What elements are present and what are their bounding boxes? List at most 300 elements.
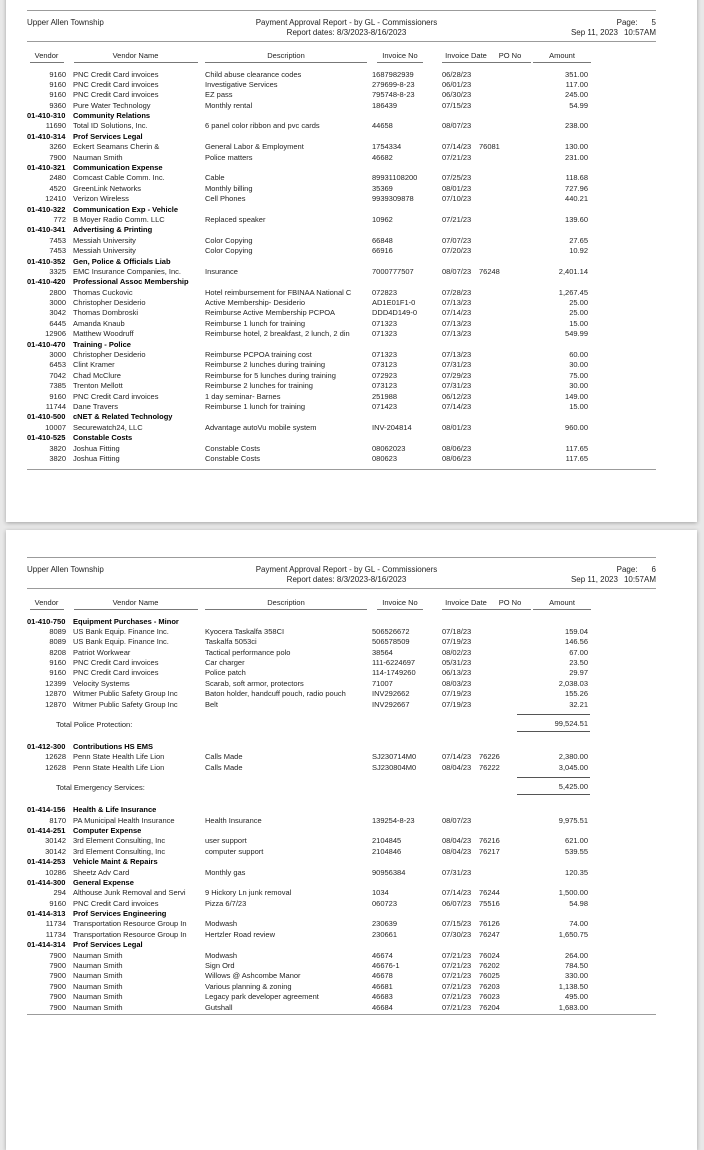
table-row bbox=[27, 350, 656, 360]
vendor-cell: 294 bbox=[53, 888, 66, 898]
amount-cell: 1,683.00 bbox=[558, 1002, 588, 1012]
invoice-date-cell: 07/29/23 bbox=[442, 370, 472, 380]
column-header-vendor-name bbox=[66, 598, 205, 610]
section-code: 01-410-750 bbox=[27, 616, 66, 626]
po-no-cell: 76217 bbox=[479, 846, 500, 856]
report-title: Payment Approval Report - by GL - Commissioners bbox=[255, 565, 438, 574]
table-row bbox=[27, 360, 656, 370]
amount-cell: 264.00 bbox=[565, 950, 588, 960]
vendor-name-cell: Christopher Desiderio bbox=[73, 350, 146, 360]
amount-cell: 25.00 bbox=[569, 308, 588, 318]
page-label: Page: bbox=[616, 18, 638, 27]
po-no-cell bbox=[479, 392, 517, 402]
invoice-no-cell: 230661 bbox=[372, 929, 398, 939]
section-code: 01-414-251 bbox=[27, 825, 66, 835]
description-cell: Reimburse 1 lunch for training bbox=[205, 318, 306, 328]
section-row bbox=[27, 617, 656, 627]
section-row bbox=[27, 940, 656, 950]
po-no-cell bbox=[479, 700, 517, 710]
column-header-label: Description bbox=[205, 51, 367, 63]
section-code: 01-414-253 bbox=[27, 857, 66, 867]
vendor-name-cell: US Bank Equip. Finance Inc. bbox=[73, 626, 169, 636]
invoice-no-cell: 186439 bbox=[372, 100, 398, 110]
vendor-name-cell: Securewatch24, LLC bbox=[73, 422, 143, 432]
po-no-cell bbox=[479, 637, 517, 647]
vendor-name-cell: Messiah University bbox=[73, 235, 136, 245]
vendor-cell: 6445 bbox=[49, 318, 66, 328]
invoice-no-cell: 35369 bbox=[372, 183, 393, 193]
vendor-name-cell: Transportation Resource Group In bbox=[73, 929, 187, 939]
table-row bbox=[27, 288, 656, 298]
column-header-po-no bbox=[479, 598, 522, 610]
amount-cell: 25.00 bbox=[569, 298, 588, 308]
section-name: Health & Life Insurance bbox=[73, 805, 157, 815]
po-no-cell bbox=[479, 153, 517, 163]
table-row bbox=[27, 888, 656, 898]
township-name: Upper Allen Township bbox=[27, 18, 104, 27]
vendor-cell: 12628 bbox=[45, 762, 66, 772]
vendor-name-cell: Christopher Desiderio bbox=[73, 298, 146, 308]
table-row bbox=[27, 121, 656, 131]
invoice-date-cell: 07/30/23 bbox=[442, 929, 472, 939]
invoice-no-cell: 66916 bbox=[372, 246, 393, 256]
description-cell: Kyocera Taskalfa 358CI bbox=[205, 626, 285, 636]
invoice-no-cell: 2104846 bbox=[372, 846, 402, 856]
table-row bbox=[27, 215, 656, 225]
section-row bbox=[27, 412, 656, 422]
section-code: 01-414-156 bbox=[27, 805, 66, 815]
vendor-name-cell: PNC Credit Card invoices bbox=[73, 79, 159, 89]
invoice-no-cell: 506526672 bbox=[372, 626, 410, 636]
header-bottom-rule bbox=[27, 41, 656, 42]
description-cell: Reimburse Active Membership PCPOA bbox=[205, 308, 336, 318]
invoice-date-cell: 08/06/23 bbox=[442, 453, 472, 463]
invoice-date-cell: 07/19/23 bbox=[442, 689, 472, 699]
printed-datetime bbox=[496, 575, 656, 585]
section-row bbox=[27, 857, 656, 867]
section-code: 01-410-500 bbox=[27, 412, 66, 422]
section-row bbox=[27, 163, 656, 173]
vendor-cell: 8089 bbox=[49, 626, 66, 636]
invoice-date-cell: 06/01/23 bbox=[442, 79, 472, 89]
vendor-cell: 6453 bbox=[49, 360, 66, 370]
vendor-name-cell: Amanda Knaub bbox=[73, 318, 125, 328]
table-row bbox=[27, 153, 656, 163]
invoice-no-cell: 89931108200 bbox=[372, 173, 418, 183]
section-name: Prof Services Legal bbox=[73, 131, 143, 141]
po-no-cell bbox=[479, 816, 517, 826]
section-code: 01-410-341 bbox=[27, 225, 66, 235]
vendor-cell: 2800 bbox=[49, 287, 66, 297]
invoice-date-cell: 07/18/23 bbox=[442, 626, 472, 636]
vendor-cell: 7453 bbox=[49, 235, 66, 245]
vendor-name-cell: GreenLink Networks bbox=[73, 183, 141, 193]
po-no-cell bbox=[479, 402, 517, 412]
section-name: Advertising & Printing bbox=[73, 225, 153, 235]
column-header-label: Vendor bbox=[30, 51, 64, 63]
vendor-cell: 9160 bbox=[49, 658, 66, 668]
vendor-name-cell: Trenton Mellott bbox=[73, 381, 123, 391]
page-number: 6 bbox=[651, 565, 656, 574]
vendor-name-cell: Witmer Public Safety Group Inc bbox=[73, 699, 178, 709]
vendor-cell: 8089 bbox=[49, 637, 66, 647]
description-cell: Cell Phones bbox=[205, 194, 246, 204]
section-row bbox=[27, 225, 656, 235]
table-body bbox=[27, 617, 656, 1014]
invoice-date-cell: 08/01/23 bbox=[442, 183, 472, 193]
section-code: 01-410-352 bbox=[27, 256, 66, 266]
report-title-block bbox=[197, 565, 496, 585]
table-row bbox=[27, 329, 656, 339]
amount-cell: 3,045.00 bbox=[558, 762, 588, 772]
amount-cell: 32.21 bbox=[569, 699, 588, 709]
column-header-vendor bbox=[27, 51, 66, 63]
vendor-cell: 12399 bbox=[45, 678, 66, 688]
po-no-cell bbox=[479, 381, 517, 391]
column-header-invoice-date bbox=[442, 598, 487, 610]
amount-cell: 74.00 bbox=[569, 919, 588, 929]
invoice-date-cell: 07/13/23 bbox=[442, 298, 472, 308]
po-no-cell bbox=[479, 658, 517, 668]
table-row bbox=[27, 752, 656, 762]
po-no-cell: 76081 bbox=[479, 142, 500, 152]
invoice-no-cell: 072923 bbox=[372, 370, 398, 380]
column-header-label: Amount bbox=[533, 598, 591, 610]
description-cell: Child abuse clearance codes bbox=[205, 69, 302, 79]
section-row bbox=[27, 257, 656, 267]
vendor-name-cell: Nauman Smith bbox=[73, 971, 123, 981]
amount-cell: 1,267.45 bbox=[558, 287, 588, 297]
section-code: 01-414-313 bbox=[27, 909, 66, 919]
section-name: Professional Assoc Membership bbox=[73, 277, 189, 287]
po-no-cell: 76244 bbox=[479, 888, 500, 898]
printed-date: Sep 11, 2023 bbox=[570, 28, 618, 37]
vendor-cell: 7900 bbox=[49, 981, 66, 991]
table-row bbox=[27, 668, 656, 678]
vendor-name-cell: Joshua Fitting bbox=[73, 453, 120, 463]
po-no-cell: 75516 bbox=[479, 898, 500, 908]
section-code: 01-412-300 bbox=[27, 742, 66, 752]
vendor-name-cell: Thomas Dombroski bbox=[73, 308, 139, 318]
po-no-cell bbox=[479, 627, 517, 637]
invoice-date-cell: 06/30/23 bbox=[442, 90, 472, 100]
vendor-cell: 11734 bbox=[45, 929, 66, 939]
invoice-date-cell: 06/13/23 bbox=[442, 668, 472, 678]
column-header-invoice-no bbox=[372, 51, 442, 63]
vendor-cell: 12870 bbox=[45, 689, 66, 699]
po-no-cell bbox=[479, 371, 517, 381]
description-cell: Belt bbox=[205, 699, 218, 709]
po-no-cell bbox=[479, 246, 517, 256]
description-cell: Reimburse PCPOA training cost bbox=[205, 350, 312, 360]
vendor-cell: 9160 bbox=[49, 668, 66, 678]
table-row bbox=[27, 971, 656, 981]
vendor-name-cell: Verizon Wireless bbox=[73, 194, 129, 204]
vendor-cell: 3820 bbox=[49, 453, 66, 463]
invoice-date-cell: 08/02/23 bbox=[442, 647, 472, 657]
vendor-name-cell: Clint Kramer bbox=[73, 360, 115, 370]
invoice-date-cell: 07/19/23 bbox=[442, 637, 472, 647]
table-row bbox=[27, 392, 656, 402]
invoice-no-cell: 071323 bbox=[372, 350, 398, 360]
vendor-name-cell: Althouse Junk Removal and Servi bbox=[73, 888, 186, 898]
vendor-cell: 2480 bbox=[49, 173, 66, 183]
invoice-no-cell: 44658 bbox=[372, 121, 393, 131]
invoice-no-cell: 46678 bbox=[372, 971, 393, 981]
vendor-name-cell: Thomas Cuckovic bbox=[73, 287, 133, 297]
description-cell: user support bbox=[205, 836, 247, 846]
invoice-date-cell: 07/21/23 bbox=[442, 971, 472, 981]
description-cell: Monthly rental bbox=[205, 100, 253, 110]
po-no-cell bbox=[479, 101, 517, 111]
section-name: Computer Expense bbox=[73, 825, 142, 835]
page-number-line bbox=[496, 565, 656, 575]
section-row bbox=[27, 805, 656, 815]
amount-cell: 130.00 bbox=[565, 142, 588, 152]
column-header-po-no bbox=[479, 51, 522, 63]
amount-cell: 75.00 bbox=[569, 370, 588, 380]
po-no-cell: 76222 bbox=[479, 762, 500, 772]
invoice-date-cell: 08/07/23 bbox=[442, 815, 472, 825]
report-dates: Report dates: 8/3/2023-8/16/2023 bbox=[286, 28, 407, 37]
vendor-name-cell: Chad McClure bbox=[73, 370, 121, 380]
po-no-cell bbox=[479, 173, 517, 183]
vendor-cell: 12870 bbox=[45, 699, 66, 709]
invoice-date-cell: 07/28/23 bbox=[442, 287, 472, 297]
po-no-cell bbox=[479, 454, 517, 464]
table-row bbox=[27, 80, 656, 90]
column-header-label: PO No bbox=[489, 51, 531, 63]
description-cell: Baton holder, handcuff pouch, radio pouch bbox=[205, 689, 346, 699]
vendor-name-cell: Patriot Workwear bbox=[73, 647, 131, 657]
po-no-cell bbox=[479, 319, 517, 329]
amount-cell: 2,380.00 bbox=[558, 752, 588, 762]
vendor-cell: 772 bbox=[53, 214, 66, 224]
description-cell: Hotel reimbursement for FBINAA National C bbox=[205, 287, 352, 297]
description-cell: Monthly billing bbox=[205, 183, 253, 193]
report-title-block bbox=[197, 18, 496, 38]
invoice-date-cell: 06/28/23 bbox=[442, 69, 472, 79]
page-content bbox=[27, 0, 656, 464]
description-cell: Legacy park developer agreement bbox=[205, 992, 319, 1002]
column-header-label: Invoice No bbox=[377, 598, 423, 610]
table-row bbox=[27, 246, 656, 256]
table-row bbox=[27, 308, 656, 318]
description-cell: Reimburse for 5 lunches during training bbox=[205, 370, 336, 380]
column-header-row bbox=[27, 598, 656, 610]
report-header bbox=[27, 11, 656, 41]
invoice-no-cell: 071323 bbox=[372, 329, 398, 339]
vendor-name-cell: Witmer Public Safety Group Inc bbox=[73, 689, 178, 699]
column-header-label: Invoice Date bbox=[442, 51, 490, 63]
vendor-cell: 12410 bbox=[45, 194, 66, 204]
amount-cell: 621.00 bbox=[565, 836, 588, 846]
invoice-no-cell: 060723 bbox=[372, 898, 398, 908]
invoice-date-cell: 07/14/23 bbox=[442, 752, 472, 762]
amount-cell: 146.56 bbox=[565, 637, 588, 647]
description-cell: Insurance bbox=[205, 266, 238, 276]
section-code: 01-410-420 bbox=[27, 277, 66, 287]
amount-cell: 539.55 bbox=[565, 846, 588, 856]
po-no-cell: 76247 bbox=[479, 929, 500, 939]
vendor-name-cell: Penn State Health Life Lion bbox=[73, 762, 165, 772]
invoice-no-cell: 080623 bbox=[372, 453, 398, 463]
table-row bbox=[27, 648, 656, 658]
vendor-cell: 7900 bbox=[49, 971, 66, 981]
table-row bbox=[27, 951, 656, 961]
invoice-date-cell: 07/14/23 bbox=[442, 402, 472, 411]
po-no-cell: 76126 bbox=[479, 919, 500, 929]
po-no-cell bbox=[479, 423, 517, 433]
po-no-cell bbox=[479, 648, 517, 658]
invoice-date-cell: 07/31/23 bbox=[442, 381, 472, 391]
description-cell: 6 panel color ribbon and pvc cards bbox=[205, 121, 320, 131]
vendor-cell: 7900 bbox=[49, 1002, 66, 1012]
section-row bbox=[27, 205, 656, 215]
invoice-date-cell: 07/31/23 bbox=[442, 360, 472, 370]
amount-cell: 245.00 bbox=[565, 90, 588, 100]
table-row bbox=[27, 194, 656, 204]
column-header-label: Amount bbox=[533, 51, 591, 63]
table-row bbox=[27, 847, 656, 857]
vendor-cell: 3000 bbox=[49, 350, 66, 360]
table-row bbox=[27, 982, 656, 992]
po-no-cell: 76024 bbox=[479, 950, 500, 960]
vendor-name-cell: PNC Credit Card invoices bbox=[73, 668, 159, 678]
column-header-label: Vendor Name bbox=[74, 598, 198, 610]
description-cell: Constable Costs bbox=[205, 453, 261, 463]
po-no-cell: 76023 bbox=[479, 992, 500, 1002]
description-cell: Taskalfa 5053ci bbox=[205, 637, 257, 647]
amount-cell: 1,500.00 bbox=[558, 888, 588, 898]
invoice-date-cell: 07/10/23 bbox=[442, 194, 472, 204]
table-row bbox=[27, 298, 656, 308]
table-row bbox=[27, 658, 656, 668]
table-row bbox=[27, 267, 656, 277]
description-cell: Replaced speaker bbox=[205, 214, 266, 224]
description-cell: Gutshall bbox=[205, 1002, 233, 1012]
page-footer-rule bbox=[27, 469, 656, 470]
amount-cell: 117.65 bbox=[565, 453, 588, 463]
page-number-line bbox=[496, 18, 656, 28]
description-cell: computer support bbox=[205, 846, 264, 856]
description-cell: Calls Made bbox=[205, 752, 243, 762]
invoice-date-cell: 07/14/23 bbox=[442, 888, 472, 898]
invoice-no-cell: 1034 bbox=[372, 888, 389, 898]
table-row bbox=[27, 454, 656, 464]
table-row bbox=[27, 173, 656, 183]
po-no-cell bbox=[479, 80, 517, 90]
vendor-cell: 12906 bbox=[45, 329, 66, 339]
invoice-no-cell: 251988 bbox=[372, 391, 398, 401]
vendor-cell: 9160 bbox=[49, 79, 66, 89]
table-row bbox=[27, 868, 656, 878]
table-row bbox=[27, 627, 656, 637]
column-header-description bbox=[205, 598, 372, 610]
section-name: Communication Expense bbox=[73, 163, 163, 173]
invoice-date-cell: 08/04/23 bbox=[442, 836, 472, 846]
section-code: 01-410-322 bbox=[27, 204, 66, 214]
po-no-cell bbox=[479, 868, 517, 878]
description-cell: Sign Ord bbox=[205, 961, 235, 971]
amount-cell: 351.00 bbox=[565, 69, 588, 79]
vendor-name-cell: B Moyer Radio Comm. LLC bbox=[73, 214, 165, 224]
vendor-name-cell: 3rd Element Consulting, Inc bbox=[73, 836, 166, 846]
invoice-date-cell: 07/15/23 bbox=[442, 100, 472, 110]
amount-cell: 30.00 bbox=[569, 381, 588, 391]
description-cell: Calls Made bbox=[205, 762, 243, 772]
vendor-name-cell: Nauman Smith bbox=[73, 950, 123, 960]
invoice-date-cell: 08/04/23 bbox=[442, 762, 472, 772]
amount-cell: 960.00 bbox=[565, 422, 588, 432]
vendor-name-cell: EMC Insurance Companies, Inc. bbox=[73, 266, 181, 276]
amount-cell: 54.99 bbox=[569, 100, 588, 110]
section-row bbox=[27, 340, 656, 350]
table-row bbox=[27, 381, 656, 391]
amount-cell: 1,650.75 bbox=[558, 929, 588, 939]
vendor-cell: 3325 bbox=[49, 266, 66, 276]
amount-cell: 159.04 bbox=[565, 626, 588, 636]
printed-datetime bbox=[496, 28, 656, 38]
invoice-no-cell: 66848 bbox=[372, 235, 393, 245]
amount-cell: 1,138.50 bbox=[558, 981, 588, 991]
description-cell: Police patch bbox=[205, 668, 246, 678]
invoice-no-cell: SJ230804M0 bbox=[372, 762, 417, 772]
invoice-no-cell: 279699-8-23 bbox=[372, 79, 415, 89]
invoice-no-cell: 111-6224697 bbox=[372, 658, 416, 668]
amount-cell: 784.50 bbox=[565, 961, 588, 971]
section-name: Constable Costs bbox=[73, 433, 133, 443]
section-name: Contributions HS EMS bbox=[73, 742, 153, 752]
amount-cell: 149.00 bbox=[565, 391, 588, 401]
description-cell: EZ pass bbox=[205, 90, 233, 100]
description-cell: Pizza 6/7/23 bbox=[205, 898, 247, 908]
amount-cell: 139.60 bbox=[565, 214, 588, 224]
section-name: Gen, Police & Officials Liab bbox=[73, 256, 171, 266]
description-cell: Cable bbox=[205, 173, 225, 183]
amount-cell: 60.00 bbox=[569, 350, 588, 360]
table-row bbox=[27, 930, 656, 940]
invoice-no-cell: 071323 bbox=[372, 318, 398, 328]
description-cell: 1 day seminar- Barnes bbox=[205, 391, 281, 401]
section-name: Equipment Purchases - Minor bbox=[73, 616, 179, 626]
section-code: 01-414-314 bbox=[27, 940, 66, 950]
column-header-description bbox=[205, 51, 372, 63]
amount-cell: 15.00 bbox=[569, 318, 588, 328]
po-no-cell bbox=[479, 360, 517, 370]
page-footer-rule bbox=[27, 1014, 656, 1015]
section-code: 01-410-321 bbox=[27, 163, 66, 173]
column-header-row bbox=[27, 51, 656, 63]
section-name: Prof Services Engineering bbox=[73, 909, 167, 919]
vendor-name-cell: Eckert Seamans Cherin & bbox=[73, 142, 160, 152]
po-no-cell bbox=[479, 215, 517, 225]
report-title: Payment Approval Report - by GL - Commissioners bbox=[255, 18, 438, 27]
po-no-cell bbox=[479, 308, 517, 318]
description-cell: Various planning & zoning bbox=[205, 981, 292, 991]
vendor-cell: 3260 bbox=[49, 142, 66, 152]
vendor-cell: 7900 bbox=[49, 992, 66, 1002]
po-no-cell bbox=[479, 70, 517, 80]
po-no-cell bbox=[479, 350, 517, 360]
table-row bbox=[27, 319, 656, 329]
vendor-name-cell: Sheetz Adv Card bbox=[73, 867, 130, 877]
description-cell: Active Membership- Desiderio bbox=[205, 298, 306, 308]
report-dates: Report dates: 8/3/2023-8/16/2023 bbox=[286, 575, 407, 584]
po-no-cell bbox=[479, 329, 517, 339]
amount-cell: 495.00 bbox=[565, 992, 588, 1002]
invoice-no-cell: 46682 bbox=[372, 152, 393, 162]
